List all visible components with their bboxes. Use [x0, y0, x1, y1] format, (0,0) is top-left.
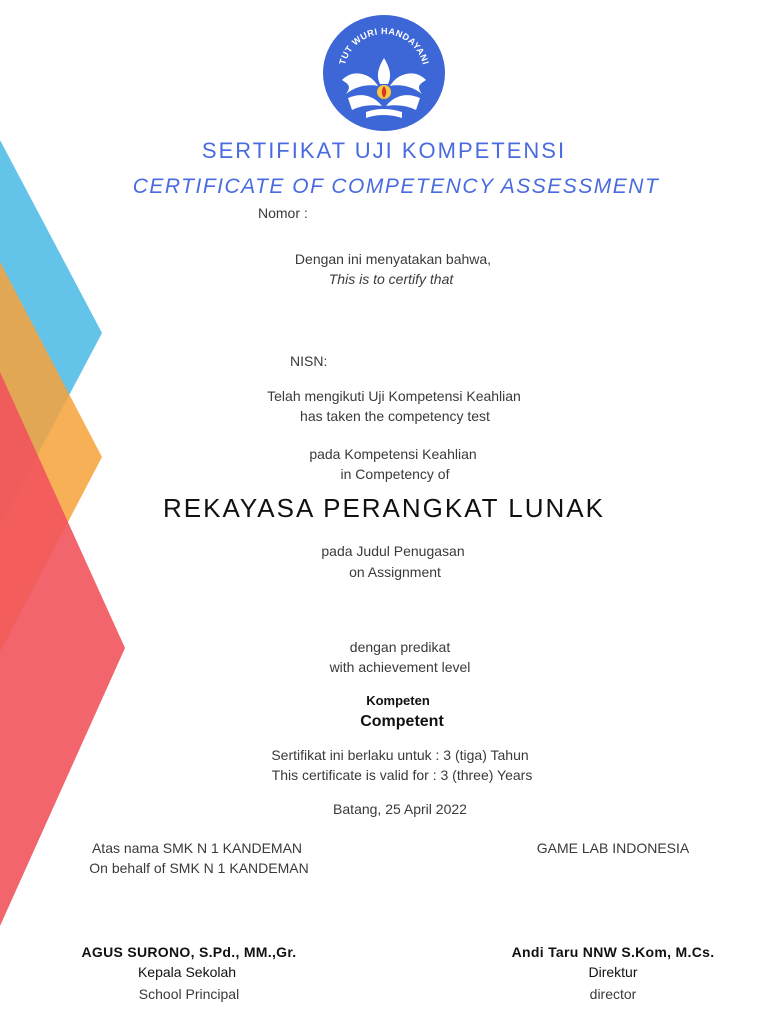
competency-name: REKAYASA PERANGKAT LUNAK	[163, 493, 605, 523]
nomor-label: Nomor :	[258, 205, 308, 221]
left-behalf-id: Atas nama SMK N 1 KANDEMAN	[91, 840, 303, 856]
predicate-line-en: with achievement level	[329, 659, 471, 675]
assignment-line-id: pada Judul Penugasan	[321, 543, 465, 559]
place-date: Batang, 25 April 2022	[333, 801, 467, 817]
left-behalf-en: On behalf of SMK N 1 KANDEMAN	[89, 860, 309, 876]
test-line-id: Telah mengikuti Uji Kompetensi Keahlian	[267, 388, 521, 404]
certificate-title-en: CERTIFICATE OF COMPETENCY ASSESSMENT	[132, 175, 660, 198]
left-signatory-role-en: School Principal	[138, 986, 240, 1002]
validity-line-id: Sertifikat ini berlaku untuk : 3 (tiga) Tahun	[271, 747, 529, 763]
certificate-title-id: SERTIFIKAT UJI KOMPETENSI	[201, 138, 567, 163]
tut-wuri-handayani-emblem-icon	[322, 14, 446, 132]
nisn-label: NISN:	[290, 353, 328, 369]
intro-line-en: This is to certify that	[328, 271, 454, 287]
intro-line-id: Dengan ini menyatakan bahwa,	[294, 251, 492, 267]
right-signatory-role-en: director	[589, 986, 637, 1002]
left-signatory-name: AGUS SURONO, S.Pd., MM.,Gr.	[81, 944, 297, 960]
competency-line-id: pada Kompetensi Keahlian	[309, 446, 477, 462]
emblem-arc-text: TUT WURI HANDAYANI	[337, 25, 431, 66]
predicate-value-en: Competent	[360, 713, 444, 730]
validity-line-en: This certificate is valid for : 3 (three) Years	[271, 767, 533, 783]
predicate-value-id: Kompeten	[366, 693, 430, 708]
right-signatory-name: Andi Taru NNW S.Kom, M.Cs.	[511, 944, 715, 960]
right-org: GAME LAB INDONESIA	[536, 840, 690, 856]
competency-line-en: in Competency of	[340, 466, 450, 482]
right-signatory-role-id: Direktur	[588, 964, 638, 980]
left-signatory-role-id: Kepala Sekolah	[137, 964, 237, 980]
assignment-line-en: on Assignment	[349, 564, 441, 580]
predicate-line-id: dengan predikat	[349, 639, 451, 655]
test-line-en: has taken the competency test	[300, 408, 490, 424]
